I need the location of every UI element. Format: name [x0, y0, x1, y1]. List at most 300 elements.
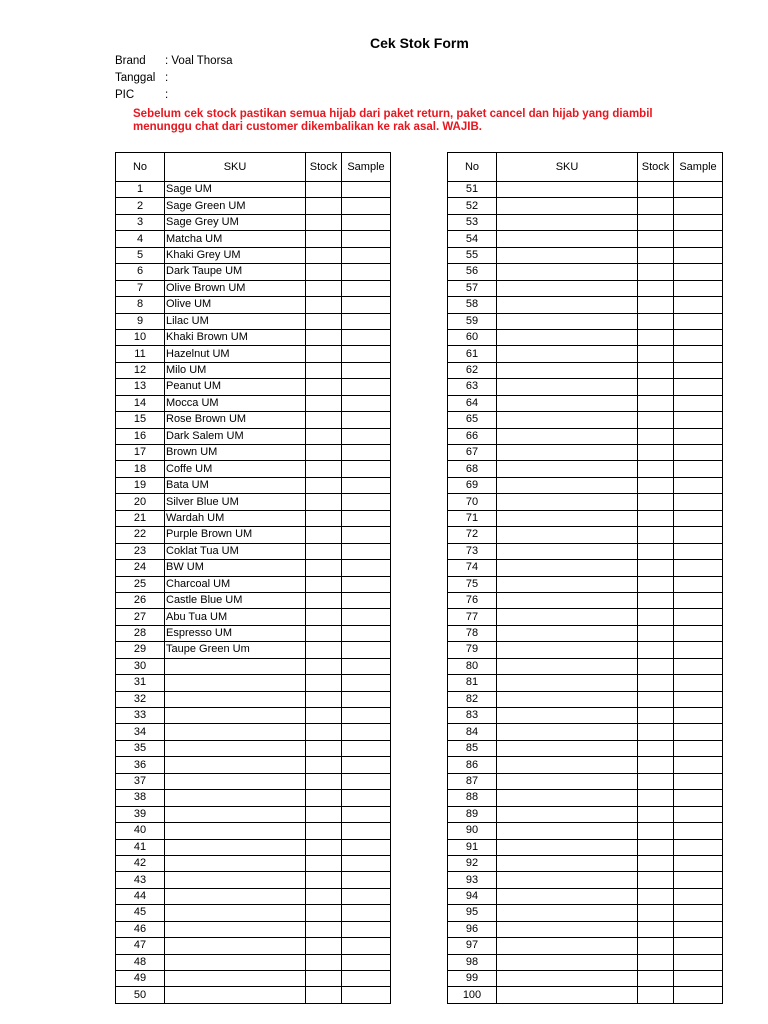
row-sample-cell[interactable] [674, 231, 723, 247]
row-sku: Coffe UM [165, 461, 306, 477]
header-stock: Stock [638, 153, 674, 182]
row-stock-cell[interactable] [638, 264, 674, 280]
row-stock-cell[interactable] [638, 592, 674, 608]
row-stock-cell[interactable] [306, 823, 342, 839]
row-sample-cell[interactable] [342, 806, 391, 822]
row-stock-cell[interactable] [306, 839, 342, 855]
meta-tanggal-label: Tanggal [115, 72, 156, 84]
row-sku [497, 395, 638, 411]
row-stock-cell[interactable] [306, 954, 342, 970]
row-stock-cell[interactable] [638, 806, 674, 822]
row-sku [497, 477, 638, 493]
row-sample-cell[interactable] [342, 888, 391, 904]
row-sku: Matcha UM [165, 231, 306, 247]
row-sku [165, 658, 306, 674]
row-stock-cell[interactable] [638, 675, 674, 691]
row-stock-cell[interactable] [638, 527, 674, 543]
row-sku [497, 329, 638, 345]
table-row [116, 872, 391, 888]
row-stock-cell[interactable] [638, 510, 674, 526]
stock-table-left [115, 152, 391, 1004]
table-row [448, 313, 723, 329]
row-stock-cell[interactable] [306, 198, 342, 214]
row-sku [497, 609, 638, 625]
table-row [116, 708, 391, 724]
row-sample-cell[interactable] [674, 576, 723, 592]
row-sample-cell[interactable] [342, 675, 391, 691]
row-stock-cell[interactable] [306, 379, 342, 395]
row-sample-cell[interactable] [342, 708, 391, 724]
row-stock-cell[interactable] [306, 510, 342, 526]
row-sku: Sage Green UM [165, 198, 306, 214]
row-sample-cell[interactable] [342, 412, 391, 428]
row-sample-cell[interactable] [342, 247, 391, 263]
row-no: 78 [448, 625, 497, 641]
row-stock-cell[interactable] [638, 938, 674, 954]
row-sample-cell[interactable] [342, 971, 391, 987]
row-sample-cell[interactable] [674, 198, 723, 214]
row-sample-cell[interactable] [342, 313, 391, 329]
row-sample-cell[interactable] [674, 329, 723, 345]
row-stock-cell[interactable] [638, 247, 674, 263]
row-sample-cell[interactable] [674, 247, 723, 263]
row-stock-cell[interactable] [638, 461, 674, 477]
row-sample-cell[interactable] [674, 905, 723, 921]
row-sample-cell[interactable] [674, 872, 723, 888]
row-no: 20 [116, 494, 165, 510]
row-stock-cell[interactable] [306, 806, 342, 822]
table-row [116, 412, 391, 428]
row-sample-cell[interactable] [342, 494, 391, 510]
table-row [448, 691, 723, 707]
table-row [116, 609, 391, 625]
row-sku [497, 823, 638, 839]
table-row [448, 379, 723, 395]
row-no: 73 [448, 543, 497, 559]
row-sample-cell[interactable] [342, 527, 391, 543]
row-sample-cell[interactable] [674, 921, 723, 937]
row-no: 5 [116, 247, 165, 263]
table-row [116, 198, 391, 214]
row-sku [165, 938, 306, 954]
table-row [116, 395, 391, 411]
row-sample-cell[interactable] [674, 214, 723, 230]
row-stock-cell[interactable] [638, 379, 674, 395]
row-sku: Dark Salem UM [165, 428, 306, 444]
row-sku [497, 543, 638, 559]
row-sample-cell[interactable] [674, 675, 723, 691]
row-sample-cell[interactable] [674, 362, 723, 378]
row-sample-cell[interactable] [342, 510, 391, 526]
row-sample-cell[interactable] [674, 691, 723, 707]
row-sample-cell[interactable] [342, 642, 391, 658]
table-row [116, 313, 391, 329]
row-sample-cell[interactable] [342, 576, 391, 592]
row-sample-cell[interactable] [342, 921, 391, 937]
row-no: 64 [448, 395, 497, 411]
row-stock-cell[interactable] [306, 576, 342, 592]
row-stock-cell[interactable] [638, 773, 674, 789]
row-sku [497, 182, 638, 198]
row-no: 53 [448, 214, 497, 230]
row-stock-cell[interactable] [306, 428, 342, 444]
row-sample-cell[interactable] [674, 560, 723, 576]
row-stock-cell[interactable] [306, 691, 342, 707]
row-no: 95 [448, 905, 497, 921]
table-row [116, 642, 391, 658]
row-no: 77 [448, 609, 497, 625]
row-stock-cell[interactable] [638, 905, 674, 921]
row-sample-cell[interactable] [342, 839, 391, 855]
row-stock-cell[interactable] [638, 395, 674, 411]
row-sku [497, 839, 638, 855]
row-sample-cell[interactable] [674, 395, 723, 411]
row-sample-cell[interactable] [674, 987, 723, 1003]
row-stock-cell[interactable] [638, 987, 674, 1003]
row-sample-cell[interactable] [342, 560, 391, 576]
row-sample-cell[interactable] [342, 954, 391, 970]
row-sample-cell[interactable] [342, 329, 391, 345]
row-stock-cell[interactable] [306, 297, 342, 313]
table-row [448, 264, 723, 280]
row-sample-cell[interactable] [342, 280, 391, 296]
header-no: No [448, 153, 497, 182]
row-no: 59 [448, 313, 497, 329]
row-stock-cell[interactable] [306, 625, 342, 641]
row-sample-cell[interactable] [674, 592, 723, 608]
row-stock-cell[interactable] [306, 461, 342, 477]
header-sample: Sample [342, 153, 391, 182]
row-sample-cell[interactable] [342, 592, 391, 608]
row-stock-cell[interactable] [638, 921, 674, 937]
table-row [116, 938, 391, 954]
row-sample-cell[interactable] [674, 971, 723, 987]
row-stock-cell[interactable] [638, 708, 674, 724]
row-stock-cell[interactable] [306, 592, 342, 608]
row-stock-cell[interactable] [638, 642, 674, 658]
table-row [448, 214, 723, 230]
row-stock-cell[interactable] [306, 921, 342, 937]
row-sample-cell[interactable] [674, 182, 723, 198]
table-row [448, 708, 723, 724]
row-sample-cell[interactable] [342, 395, 391, 411]
row-no: 25 [116, 576, 165, 592]
row-stock-cell[interactable] [306, 477, 342, 493]
row-sample-cell[interactable] [674, 823, 723, 839]
row-stock-cell[interactable] [306, 264, 342, 280]
row-sample-cell[interactable] [674, 708, 723, 724]
row-sample-cell[interactable] [674, 412, 723, 428]
row-sample-cell[interactable] [674, 954, 723, 970]
row-no: 75 [448, 576, 497, 592]
row-stock-cell[interactable] [638, 198, 674, 214]
row-stock-cell[interactable] [638, 297, 674, 313]
row-stock-cell[interactable] [638, 839, 674, 855]
table-row [448, 954, 723, 970]
row-stock-cell[interactable] [306, 724, 342, 740]
row-no: 4 [116, 231, 165, 247]
row-stock-cell[interactable] [638, 214, 674, 230]
row-stock-cell[interactable] [306, 757, 342, 773]
row-stock-cell[interactable] [638, 740, 674, 756]
row-no: 42 [116, 855, 165, 871]
row-stock-cell[interactable] [306, 214, 342, 230]
row-stock-cell[interactable] [638, 346, 674, 362]
row-sample-cell[interactable] [674, 625, 723, 641]
row-stock-cell[interactable] [306, 971, 342, 987]
row-sample-cell[interactable] [342, 264, 391, 280]
row-stock-cell[interactable] [306, 888, 342, 904]
row-stock-cell[interactable] [306, 329, 342, 345]
row-no: 10 [116, 329, 165, 345]
row-sample-cell[interactable] [674, 855, 723, 871]
row-sample-cell[interactable] [674, 757, 723, 773]
row-sample-cell[interactable] [342, 461, 391, 477]
row-no: 61 [448, 346, 497, 362]
row-sku [497, 905, 638, 921]
row-sample-cell[interactable] [342, 477, 391, 493]
row-stock-cell[interactable] [638, 313, 674, 329]
row-sample-cell[interactable] [674, 313, 723, 329]
row-stock-cell[interactable] [306, 905, 342, 921]
row-sample-cell[interactable] [342, 198, 391, 214]
row-sample-cell[interactable] [674, 938, 723, 954]
row-stock-cell[interactable] [638, 560, 674, 576]
row-sku: Purple Brown UM [165, 527, 306, 543]
row-sample-cell[interactable] [674, 428, 723, 444]
table-row [448, 888, 723, 904]
row-stock-cell[interactable] [306, 938, 342, 954]
row-sample-cell[interactable] [674, 280, 723, 296]
row-sample-cell[interactable] [674, 740, 723, 756]
row-sample-cell[interactable] [342, 938, 391, 954]
row-stock-cell[interactable] [638, 543, 674, 559]
row-sample-cell[interactable] [674, 790, 723, 806]
table-row [116, 675, 391, 691]
row-stock-cell[interactable] [306, 395, 342, 411]
table-row [116, 625, 391, 641]
row-stock-cell[interactable] [306, 543, 342, 559]
row-stock-cell[interactable] [306, 675, 342, 691]
table-row [116, 658, 391, 674]
row-sample-cell[interactable] [674, 609, 723, 625]
row-sku [497, 642, 638, 658]
row-sample-cell[interactable] [342, 773, 391, 789]
row-stock-cell[interactable] [638, 855, 674, 871]
row-sample-cell[interactable] [342, 757, 391, 773]
row-stock-cell[interactable] [306, 280, 342, 296]
row-stock-cell[interactable] [638, 823, 674, 839]
row-stock-cell[interactable] [306, 708, 342, 724]
row-no: 32 [116, 691, 165, 707]
row-stock-cell[interactable] [638, 428, 674, 444]
row-sku [497, 790, 638, 806]
row-no: 93 [448, 872, 497, 888]
row-stock-cell[interactable] [638, 280, 674, 296]
row-sample-cell[interactable] [342, 872, 391, 888]
table-row [116, 477, 391, 493]
row-stock-cell[interactable] [638, 609, 674, 625]
table-row [116, 921, 391, 937]
row-sku: Abu Tua UM [165, 609, 306, 625]
row-stock-cell[interactable] [306, 740, 342, 756]
row-sample-cell[interactable] [342, 346, 391, 362]
row-no: 82 [448, 691, 497, 707]
row-sample-cell[interactable] [342, 214, 391, 230]
row-sample-cell[interactable] [674, 642, 723, 658]
row-sample-cell[interactable] [342, 231, 391, 247]
row-sample-cell[interactable] [342, 724, 391, 740]
warning-note: Sebelum cek stock pastikan semua hijab dari paket return, paket cancel dan hijab yang diambil menunggu chat dari customer dikembalikan ke rak asal. WAJIB. [133, 108, 653, 133]
row-sample-cell[interactable] [674, 445, 723, 461]
row-stock-cell[interactable] [306, 527, 342, 543]
table-row [116, 346, 391, 362]
row-sample-cell[interactable] [342, 362, 391, 378]
row-stock-cell[interactable] [638, 691, 674, 707]
row-stock-cell[interactable] [306, 790, 342, 806]
row-stock-cell[interactable] [638, 576, 674, 592]
row-no: 71 [448, 510, 497, 526]
row-no: 57 [448, 280, 497, 296]
row-stock-cell[interactable] [638, 790, 674, 806]
table-row [448, 329, 723, 345]
row-no: 68 [448, 461, 497, 477]
row-stock-cell[interactable] [306, 609, 342, 625]
row-sample-cell[interactable] [674, 658, 723, 674]
meta-pic-label: PIC [115, 89, 135, 101]
row-sample-cell[interactable] [342, 379, 391, 395]
row-no: 50 [116, 987, 165, 1003]
row-stock-cell[interactable] [638, 477, 674, 493]
row-no: 58 [448, 297, 497, 313]
row-stock-cell[interactable] [638, 231, 674, 247]
row-stock-cell[interactable] [306, 658, 342, 674]
row-sku: Wardah UM [165, 510, 306, 526]
row-sample-cell[interactable] [342, 625, 391, 641]
row-stock-cell[interactable] [638, 625, 674, 641]
row-sample-cell[interactable] [674, 264, 723, 280]
row-sku [165, 971, 306, 987]
row-no: 99 [448, 971, 497, 987]
row-sample-cell[interactable] [674, 346, 723, 362]
row-sample-cell[interactable] [342, 609, 391, 625]
row-sample-cell[interactable] [342, 905, 391, 921]
row-sample-cell[interactable] [674, 543, 723, 559]
row-stock-cell[interactable] [638, 362, 674, 378]
row-sample-cell[interactable] [342, 987, 391, 1003]
row-sample-cell[interactable] [674, 888, 723, 904]
table-row [448, 724, 723, 740]
row-sku [497, 560, 638, 576]
row-sku [165, 888, 306, 904]
row-stock-cell[interactable] [306, 773, 342, 789]
row-stock-cell[interactable] [638, 971, 674, 987]
table-row [448, 477, 723, 493]
row-stock-cell[interactable] [638, 658, 674, 674]
row-stock-cell[interactable] [638, 954, 674, 970]
row-stock-cell[interactable] [638, 494, 674, 510]
row-sample-cell[interactable] [674, 806, 723, 822]
row-stock-cell[interactable] [306, 642, 342, 658]
row-stock-cell[interactable] [638, 329, 674, 345]
row-sample-cell[interactable] [342, 543, 391, 559]
row-stock-cell[interactable] [306, 313, 342, 329]
row-sku: Bata UM [165, 477, 306, 493]
row-stock-cell[interactable] [306, 855, 342, 871]
row-no: 37 [116, 773, 165, 789]
row-stock-cell[interactable] [306, 346, 342, 362]
row-sample-cell[interactable] [342, 740, 391, 756]
row-sample-cell[interactable] [674, 839, 723, 855]
header-sample: Sample [674, 153, 723, 182]
row-stock-cell[interactable] [638, 757, 674, 773]
row-stock-cell[interactable] [306, 872, 342, 888]
row-no: 89 [448, 806, 497, 822]
row-stock-cell[interactable] [638, 872, 674, 888]
row-stock-cell[interactable] [306, 231, 342, 247]
row-stock-cell[interactable] [306, 560, 342, 576]
row-no: 47 [116, 938, 165, 954]
header-stock: Stock [306, 153, 342, 182]
row-sample-cell[interactable] [674, 724, 723, 740]
row-stock-cell[interactable] [638, 182, 674, 198]
row-sample-cell[interactable] [342, 658, 391, 674]
row-stock-cell[interactable] [306, 445, 342, 461]
row-sample-cell[interactable] [342, 297, 391, 313]
row-sample-cell[interactable] [342, 823, 391, 839]
row-sample-cell[interactable] [674, 477, 723, 493]
row-sample-cell[interactable] [674, 379, 723, 395]
row-stock-cell[interactable] [306, 987, 342, 1003]
row-stock-cell[interactable] [638, 445, 674, 461]
row-sample-cell[interactable] [342, 182, 391, 198]
table-row [116, 510, 391, 526]
row-sku: Khaki Grey UM [165, 247, 306, 263]
table-row [448, 658, 723, 674]
row-sample-cell[interactable] [674, 527, 723, 543]
meta-tanggal-value: : [165, 72, 169, 84]
row-no: 54 [448, 231, 497, 247]
table-row [116, 839, 391, 855]
row-sample-cell[interactable] [342, 445, 391, 461]
row-stock-cell[interactable] [638, 888, 674, 904]
row-sample-cell[interactable] [674, 494, 723, 510]
row-no: 38 [116, 790, 165, 806]
row-sample-cell[interactable] [342, 691, 391, 707]
row-sku [497, 346, 638, 362]
row-sku: Hazelnut UM [165, 346, 306, 362]
row-sample-cell[interactable] [674, 510, 723, 526]
row-sample-cell[interactable] [342, 790, 391, 806]
row-sample-cell[interactable] [342, 855, 391, 871]
row-stock-cell[interactable] [306, 247, 342, 263]
row-stock-cell[interactable] [638, 412, 674, 428]
row-sample-cell[interactable] [674, 773, 723, 789]
table-row [116, 691, 391, 707]
meta-brand [115, 55, 233, 67]
table-row [116, 855, 391, 871]
row-stock-cell[interactable] [306, 494, 342, 510]
row-stock-cell[interactable] [306, 182, 342, 198]
row-sample-cell[interactable] [342, 428, 391, 444]
table-row [448, 625, 723, 641]
table-row [448, 543, 723, 559]
row-sample-cell[interactable] [674, 461, 723, 477]
row-stock-cell[interactable] [306, 412, 342, 428]
row-sample-cell[interactable] [674, 297, 723, 313]
row-stock-cell[interactable] [306, 362, 342, 378]
row-stock-cell[interactable] [638, 724, 674, 740]
